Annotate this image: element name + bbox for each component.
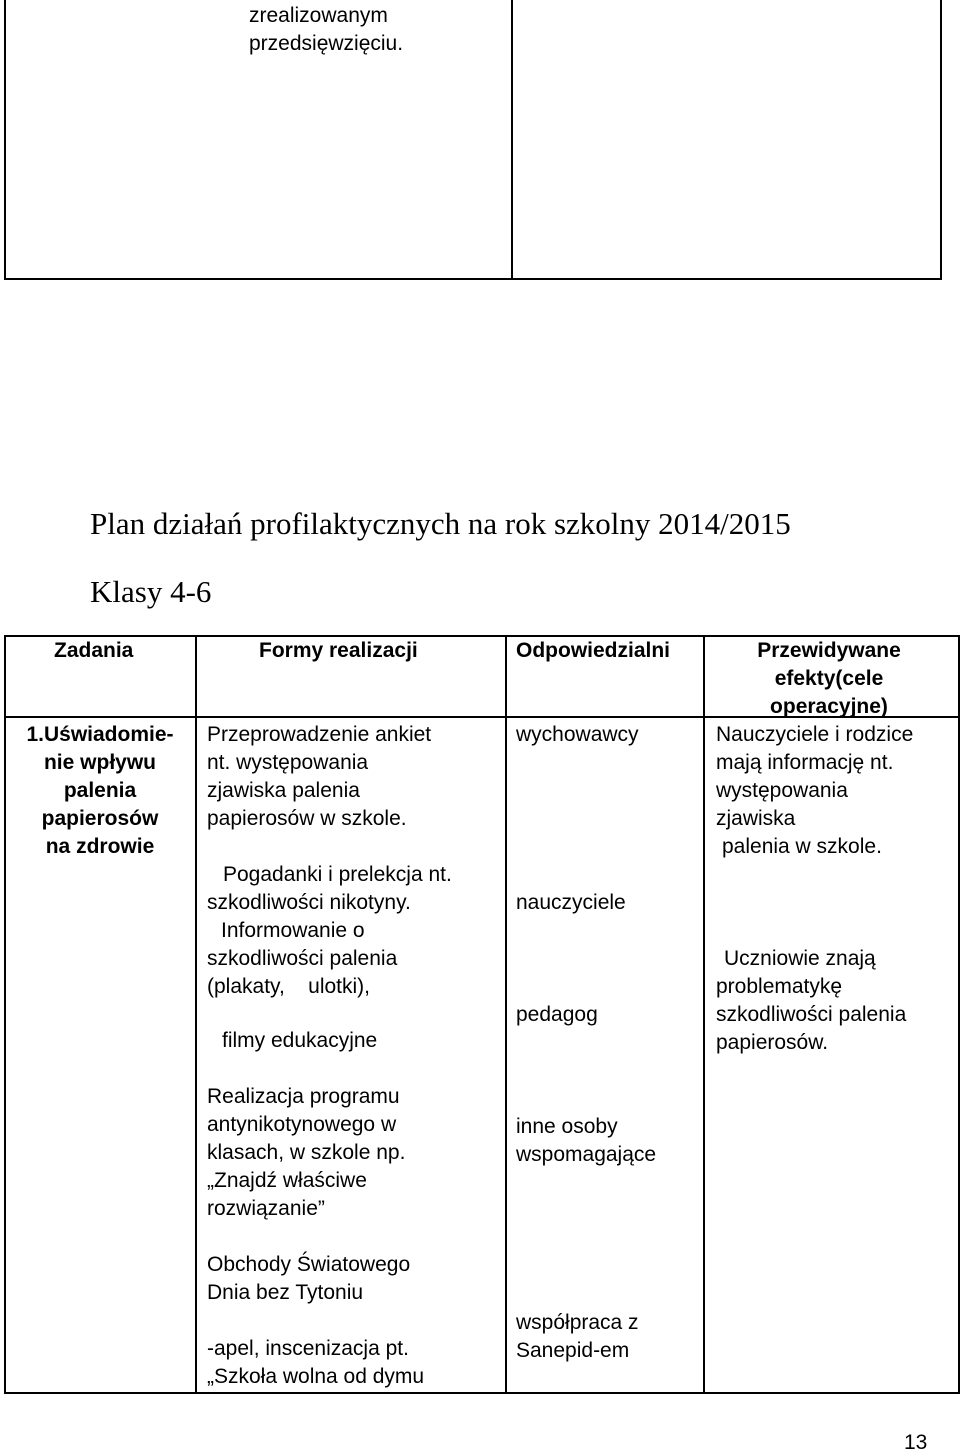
responsible-line: współpraca z: [516, 1311, 639, 1334]
responsible-line: inne osoby: [516, 1115, 618, 1138]
header-effects-line: operacyjne): [770, 695, 888, 718]
header-responsible: Odpowiedzialni: [516, 639, 671, 662]
forms-block-talks: [207, 861, 497, 917]
table-col-divider: [195, 635, 197, 1394]
top-table-line: zrealizowanym: [249, 4, 388, 27]
responsible-educators: nauczyciele: [516, 891, 626, 914]
top-table-divider: [511, 0, 513, 280]
table-col-divider: [505, 635, 507, 1394]
forms-line: „Znajdź właściwe: [207, 1169, 367, 1192]
header-effects-line: efekty(cele: [774, 667, 884, 690]
task-line: nie wpływu: [43, 751, 156, 774]
header-tasks: Zadania: [54, 639, 134, 662]
effects-line: szkodliwości palenia: [716, 1003, 907, 1026]
forms-block-films: [222, 1027, 492, 1055]
forms-line: papierosów w szkole.: [207, 807, 407, 830]
effects-line: papierosów.: [716, 1031, 829, 1054]
task-line: palenia: [63, 779, 137, 802]
header-effects-line: Przewidywane: [757, 639, 901, 662]
forms-block-assembly: [207, 1335, 497, 1391]
forms-line: Przeprowadzenie ankiet: [207, 723, 432, 746]
forms-block-info: [207, 917, 497, 1001]
forms-line: -apel, inscenizacja pt.: [207, 1337, 409, 1360]
effects-block-knowledge: [712, 945, 956, 1057]
task-line: 1.Uświadomie-: [26, 723, 174, 746]
forms-line: Obchody Światowego: [207, 1253, 411, 1276]
table-col-divider: [703, 635, 705, 1394]
forms-line: antynikotynowego w: [207, 1113, 397, 1136]
task-line: papierosów: [41, 807, 159, 830]
responsible-others: [516, 1113, 701, 1169]
responsible-line: Sanepid-em: [516, 1339, 630, 1362]
forms-line: (plakaty, ulotki),: [207, 975, 370, 998]
top-table-line: przedsięwzięciu.: [249, 32, 404, 55]
responsible-line: wspomagające: [516, 1143, 657, 1166]
effects-line: zjawiska: [716, 807, 796, 830]
forms-block-day: [207, 1251, 497, 1307]
task-line: na zdrowie: [45, 835, 155, 858]
header-forms: Formy realizacji: [259, 639, 418, 662]
forms-block-program: [207, 1083, 497, 1223]
forms-line: klasach, w szkole np.: [207, 1141, 406, 1164]
responsible-pedagogue: pedagog: [516, 1003, 598, 1026]
page-number: 13: [904, 1431, 928, 1454]
effects-block-awareness: [712, 721, 956, 861]
forms-line: Dnia bez Tytoniu: [207, 1281, 364, 1304]
forms-line: szkodliwości nikotyny.: [207, 891, 411, 914]
forms-line: rozwiązanie”: [207, 1197, 325, 1220]
forms-line: nt. występowania: [207, 751, 369, 774]
table-bottom-border: [4, 1392, 960, 1394]
forms-line: „Szkoła wolna od dymu: [207, 1365, 425, 1388]
effects-line: Uczniowie znają: [724, 947, 876, 970]
responsible-sanepid: [516, 1309, 701, 1365]
task-cell: [6, 721, 194, 861]
top-table: [4, 0, 942, 280]
page-subtitle: Klasy 4-6: [90, 574, 212, 609]
effects-line: palenia w szkole.: [722, 835, 882, 858]
forms-line: Pogadanki i prelekcja nt.: [223, 863, 452, 886]
effects-line: występowania: [716, 779, 848, 802]
header-effects: [704, 637, 954, 721]
effects-line: mają informację nt.: [716, 751, 894, 774]
forms-block-survey: [207, 721, 497, 833]
forms-line: szkodliwości palenia: [207, 947, 398, 970]
effects-line: Nauczyciele i rodzice: [716, 723, 914, 746]
forms-line: Informowanie o: [221, 919, 365, 942]
forms-line: zjawiska palenia: [207, 779, 360, 802]
page-title: Plan działań profilaktycznych na rok szkolny 2014/2015: [90, 506, 791, 541]
responsible-teachers: wychowawcy: [516, 723, 639, 746]
forms-line: Realizacja programu: [207, 1085, 400, 1108]
effects-line: problematykę: [716, 975, 843, 998]
forms-line: filmy edukacyjne: [222, 1029, 378, 1052]
